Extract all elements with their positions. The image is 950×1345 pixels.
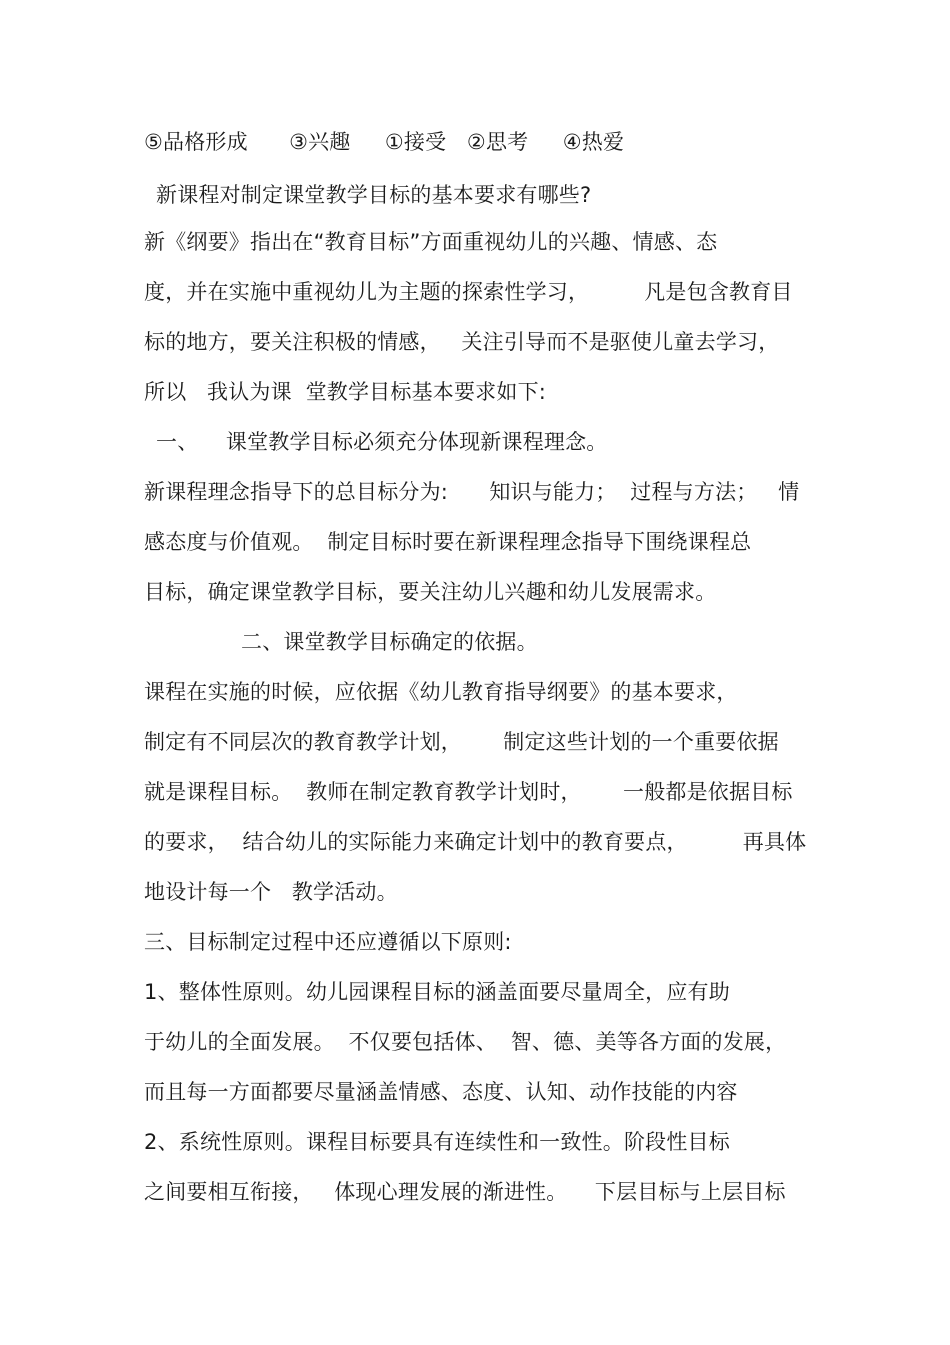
paragraph-line: 感态度与价值观。 制定目标时要在新课程理念指导下围绕课程总 xyxy=(144,530,752,554)
paragraph-line: 之间要相互衔接， 体现心理发展的渐进性。 下层目标与上层目标 xyxy=(144,1180,786,1204)
paragraph-line: 课程在实施的时候，应依据《幼儿教育指导纲要》的基本要求， xyxy=(144,680,738,704)
paragraph-line: 的要求， 结合幼儿的实际能力来确定计划中的教育要点， 再具体 xyxy=(144,830,807,854)
question-heading: 新课程对制定课堂教学目标的基本要求有哪些? xyxy=(156,183,592,207)
answer-options-line: ⑤品格形成 ③兴趣 ①接受 ②思考 ④热爱 xyxy=(144,130,625,154)
paragraph-line: 地设计每一个 教学活动。 xyxy=(144,880,398,904)
principle-2-line: 2、系统性原则。课程目标要具有连续性和一致性。阶段性目标 xyxy=(144,1130,730,1154)
paragraph-line: 于幼儿的全面发展。 不仅要包括体、 智、德、美等各方面的发展， xyxy=(144,1030,787,1054)
section-heading-3: 三、目标制定过程中还应遵循以下原则: xyxy=(144,930,512,954)
section-heading-2: 二、课堂教学目标确定的依据。 xyxy=(241,630,538,654)
paragraph-line: 目标，确定课堂教学目标，要关注幼儿兴趣和幼儿发展需求。 xyxy=(144,580,717,604)
paragraph-line: 制定有不同层次的教育教学计划， 制定这些计划的一个重要依据 xyxy=(144,730,779,754)
paragraph-line: 而且每一方面都要尽量涵盖情感、态度、认知、动作技能的内容 xyxy=(144,1080,738,1104)
paragraph-line: 度，并在实施中重视幼儿为主题的探索性学习， 凡是包含教育目 xyxy=(144,280,793,304)
paragraph-line: 标的地方，要关注积极的情感， 关注引导而不是驱使儿童去学习， xyxy=(144,330,780,354)
paragraph-line: 新课程理念指导下的总目标分为: 知识与能力； 过程与方法； 情 xyxy=(144,480,800,504)
paragraph-line: 所以 我认为课 堂教学目标基本要求如下: xyxy=(144,380,547,404)
paragraph-line: 新《纲要》指出在“教育目标”方面重视幼儿的兴趣、情感、态 xyxy=(144,230,718,254)
section-heading-1: 一、 课堂教学目标必须充分体现新课程理念。 xyxy=(156,430,608,454)
paragraph-line: 就是课程目标。 教师在制定教育教学计划时， 一般都是依据目标 xyxy=(144,780,793,804)
principle-1-line: 1、整体性原则。幼儿园课程目标的涵盖面要尽量周全，应有助 xyxy=(144,980,730,1004)
